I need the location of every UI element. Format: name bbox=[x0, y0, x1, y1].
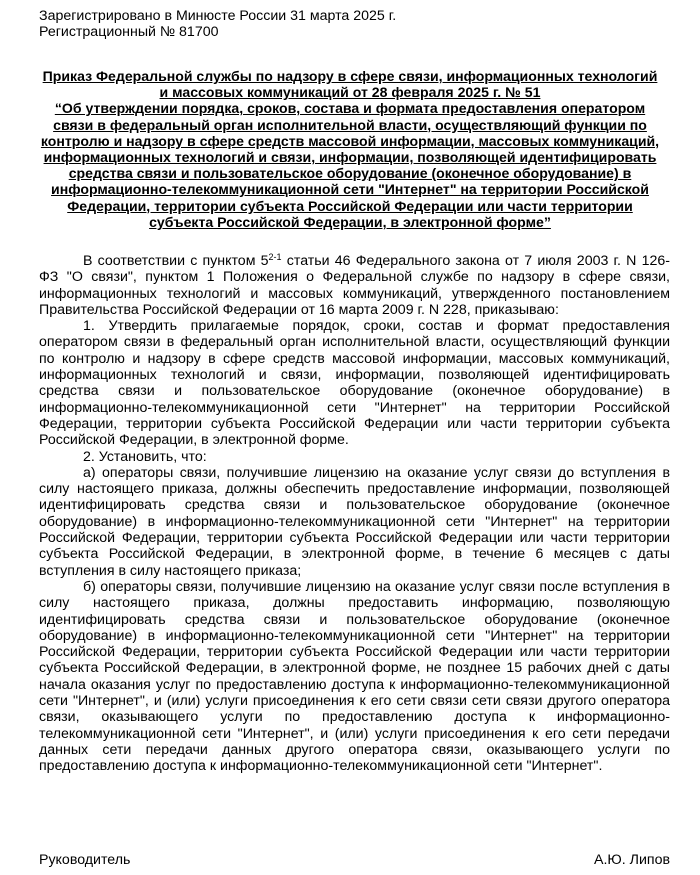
intro-text-end: статьи 46 Федерального закона от 7 июля 2003 г. N 126-ФЗ "О связи", пунктом 1 Положения о Федеральной службе по надзору в сфере связи, информационных технологий и массовых коммуникаций, утвержденного постановлением Правительства Российской Федерации от 16 марта 2009 г. N 228, приказываю: bbox=[39, 253, 670, 318]
document-title bbox=[38, 68, 662, 230]
signature-block bbox=[39, 852, 670, 868]
signatory-position: Руководитель bbox=[39, 852, 131, 868]
registration-number: Регистрационный № 81700 bbox=[39, 24, 219, 41]
clause-2: 2. Установить, что: bbox=[83, 448, 207, 465]
intro-paragraph bbox=[39, 253, 670, 318]
clause-2a: а) операторы связи, получившие лицензию на оказание услуг связи до вступления в силу настоящего приказа, должны обеспечить предоставление информации, позволяющей идентифицировать средства связи и пользовательское оборудование (оконечное оборудование) в информационно-телекоммуникационной сети "Интернет" на территории Российской Федерации, территории субъекта Российской Федерации или части территории субъекта Российской Федерации, в электронной форме, в течение 6 месяцев с даты вступления в силу настоящего приказа; bbox=[39, 464, 670, 579]
registration-note bbox=[39, 8, 396, 41]
order-title: Приказ Федеральной службы по надзору в сфере связи, информационных технологий и массовых коммуникаций от 28 февраля 2025 г. № 51 bbox=[42, 68, 658, 101]
intro-text-start: В соответствии с пунктом 5 bbox=[83, 253, 269, 269]
footnote-superscript: 2-1 bbox=[268, 252, 282, 262]
clause-1: 1. Утвердить прилагаемые порядок, сроки, состав и формат предоставления оператором связи в федеральный орган исполнительной власти, осуществляющий функции по контролю и надзору в сфере средств массовой информации, массовых коммуникаций, информационных технологий и связи, информации, позволяющей идентифицировать средства связи и пользовательское оборудование (оконечное оборудование) в информационно-телекоммуникационной сети "Интернет" на территории Российской Федерации, территории субъекта Российской Федерации или части территории субъекта Российской Федерации, в электронной форме. bbox=[39, 318, 670, 449]
clause-2b: б) операторы связи, получившие лицензию на оказание услуг связи после вступления в силу настоящего приказа, должны предоставить информацию, позволяющую идентифицировать средства связи и пользовательское оборудование (оконечное оборудование) в информационно-телекоммуникационной сети "Интернет" на территории Российской Федерации, территории субъекта Российской Федерации или части территории субъекта Российской Федерации, в электронной форме, не позднее 15 рабочих дней с даты начала оказания услуг по предоставлению доступа к информационно-телекоммуникационной сети "Интернет", и (или) услуги присоединения к его сети связи сети связи другого оператора связи, оказывающего услуги по предоставлению доступа к информационно-телекоммуникационной сети "Интернет", и (или) услуги присоединения к его сети передачи данных сети передачи данных другого оператора связи, оказывающего услуги по предоставлению доступа к информационно-телекоммуникационной сети "Интернет". bbox=[39, 578, 670, 775]
signatory-name: А.Ю. Липов bbox=[594, 852, 670, 868]
document-body bbox=[39, 253, 670, 775]
order-subject: “Об утверждении порядка, сроков, состава и формата предоставления оператором связи в федеральный орган исполнительной власти, осуществляющий функции по контролю и надзору в сфере средств массовой информации, массовых коммуникаций, информационных технологий и связи, информации, позволяющей идентифицировать средства связи и пользовательское оборудование (оконечное оборудование) в информационно-телекоммуникационной сети "Интернет" на территории Российской Федерации, территории субъекта Российской Федерации или части территории субъекта Российской Федерации, в электронной форме” bbox=[40, 100, 660, 230]
registration-line: Зарегистрировано в Минюсте России 31 марта 2025 г. bbox=[39, 8, 397, 24]
